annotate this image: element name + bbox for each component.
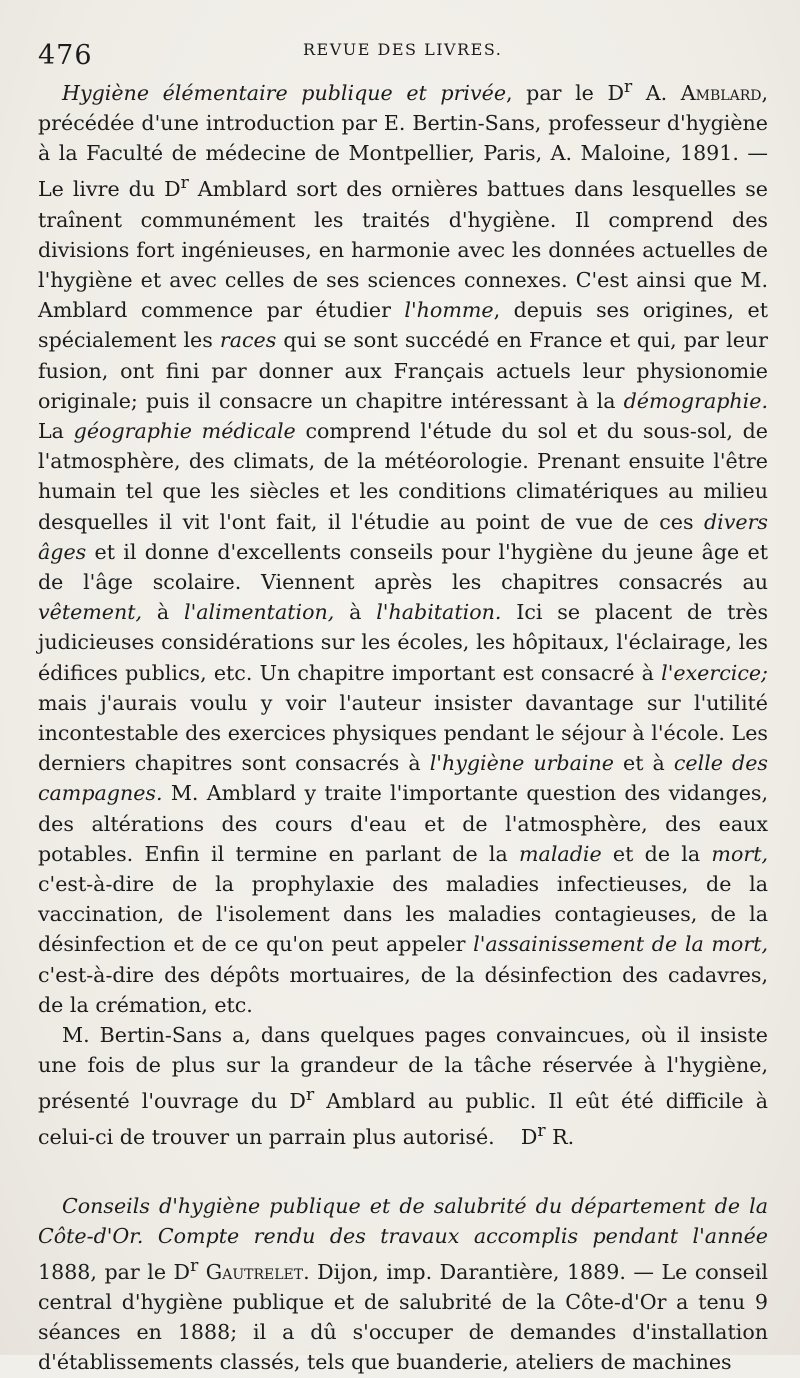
page-header	[38, 30, 768, 70]
review-author: Gautrelet	[198, 1259, 304, 1284]
running-title: REVUE DES LIVRES.	[303, 40, 503, 59]
review-amblard-paragraph-2: M. Bertin-Sans a, dans quelques pages convaincues, où il insiste une fois de plus sur la grandeur de la tâche réservée à l'hygiène, présenté l'ouvrage du $D^r$ Amblard au public. Il eût été difficile à celui-ci de trouver un parrain plus autorisé. $D^r$ R.	[38, 1023, 768, 1150]
review-title: Hygiène élémentaire publique et privée	[62, 80, 507, 105]
page-body	[38, 72, 768, 1378]
review-signature: $D^r$ R.	[520, 1121, 575, 1150]
review-gautrelet-paragraph: Conseils d'hygiène publique et de salubrité du département de la Côte-d'Or. Compte rendu des travaux accomplis pendant l'année 1888, par le $D^r$ Gautrelet. Dijon, imp. Darantière, 1889. — Le conseil central d'hygiène publique et de salubrité de la Côte-d'Or a tenu 9 séances en 1888; il a dû s'occuper de demandes d'installation d'établissements classés, tels que buanderie, ateliers de machines	[38, 1193, 768, 1375]
review-amblard-paragraph: Hygiène élémentaire publique et privée, par le $D^r$ A. Amblard, précédée d'une introduction par E. Bertin-Sans, professeur d'hygiène à la Faculté de médecine de Montpellier, Paris, A. Maloine, 1891. — Le livre du $D^r$ Amblard sort des ornières battues dans lesquelles se traînent communément les traités d'hygiène. Il comprend des divisions fort ingénieuses, en harmonie avec les données actuelles de l'hygiène et avec celles de ses sciences connexes. C'est ainsi que M. Amblard commence par étudier l'homme, depuis ses origines, et spécialement les races qui se sont succédé en France et qui, par leur fusion, ont fini par donner aux Français actuels leur physionomie originale; puis il consacre un chapitre intéressant à la démographie. La géographie médicale comprend l'étude du sol et du sous-sol, de l'atmosphère, des climats, de la météorologie. Prenant ensuite l'être humain tel que les siècles et les conditions climatériques au milieu desquelles il vit l'ont fait, il l'étudie au point de vue de ces divers âges et il donne d'excellents conseils pour l'hygiène du jeune âge et de l'âge scolaire. Viennent après les chapitres consacrés au vêtement, à l'alimentation, à l'habitation. Ici se placent de très judicieuses considérations sur les écoles, les hôpitaux, l'éclairage, les édifices publics, etc. Un chapitre important est consacré à l'exercice; mais j'aurais voulu y voir l'auteur insister davantage sur l'utilité incontestable des exercices physiques pendant le séjour à l'école. Les derniers chapitres sont consacrés à l'hygiène urbaine et à celle des campagnes. M. Amblard y traite l'importante question des vidanges, des altérations des cours d'eau et de l'atmosphère, des eaux potables. Enfin il termine en parlant de la maladie et de la mort, c'est-à-dire de la prophylaxie des maladies infectieuses, de la vaccination, de l'isolement dans les maladies contagieuses, de la désinfection et de ce qu'on peut appeler l'assainissement de la mort, c'est-à-dire des dépôts mortuaires, de la désinfection des cadavres, de la crémation, etc.	[38, 77, 769, 1017]
review-title: Conseils d'hygiène publique et de salubrité du département de la Côte-d'Or. Compte rendu des travaux accomplis pendant l'année	[38, 1193, 768, 1248]
section-divider	[38, 1153, 768, 1191]
review-author: Amblard	[680, 80, 762, 105]
page-number: 476	[38, 40, 93, 71]
